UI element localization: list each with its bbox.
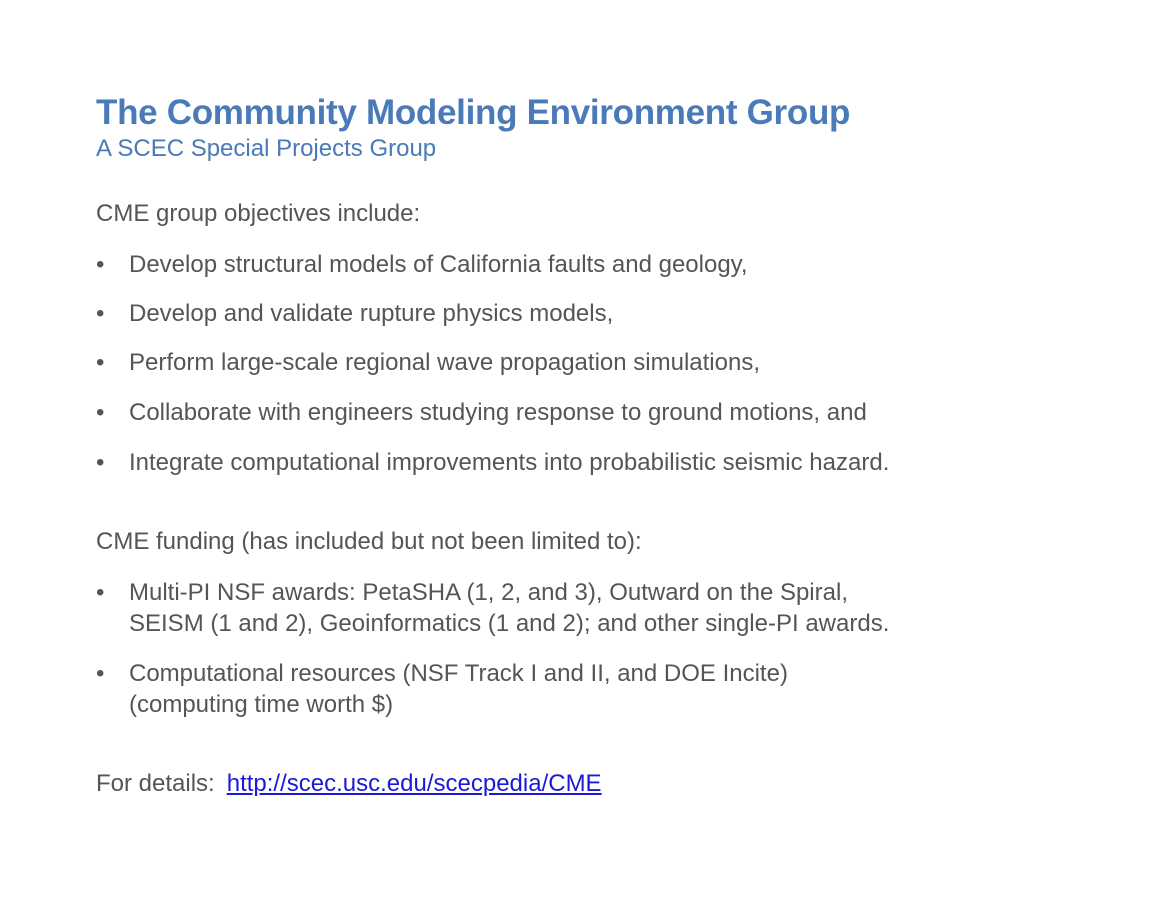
bullet-icon: •: [96, 251, 105, 278]
objective-text: Develop structural models of California faults and geology,: [129, 251, 748, 278]
funding-text: Computational resources (NSF Track I and II, and DOE Incite) (computing time worth $): [129, 660, 788, 718]
slide-title: The Community Modeling Environment Group: [96, 93, 851, 132]
bullet-icon: •: [96, 399, 105, 426]
slide-subtitle: A SCEC Special Projects Group: [96, 135, 437, 162]
objective-text: Collaborate with engineers studying response to ground motions, and: [129, 399, 867, 426]
objective-text: Integrate computational improvements into probabilistic seismic hazard.: [129, 449, 890, 476]
objective-text: Perform large-scale regional wave propagation simulations,: [129, 349, 760, 376]
details-line: [96, 770, 602, 798]
bullet-icon: •: [96, 449, 105, 476]
details-label: For details:: [96, 770, 215, 797]
funding-heading: CME funding (has included but not been limited to):: [96, 528, 642, 555]
details-link[interactable]: http://scec.usc.edu/scecpedia/CME: [226, 770, 602, 797]
funding-text: Multi-PI NSF awards: PetaSHA (1, 2, and 3), Outward on the Spiral, SEISM (1 and 2), Geoinformatics (1 and 2); and other single-PI awards.: [129, 579, 890, 637]
bullet-icon: •: [96, 349, 105, 376]
bullet-icon: •: [96, 660, 105, 687]
objective-text: Develop and validate rupture physics models,: [129, 300, 614, 327]
bullet-icon: •: [96, 579, 105, 606]
bullet-icon: •: [96, 300, 105, 327]
objectives-heading: CME group objectives include:: [96, 200, 421, 227]
